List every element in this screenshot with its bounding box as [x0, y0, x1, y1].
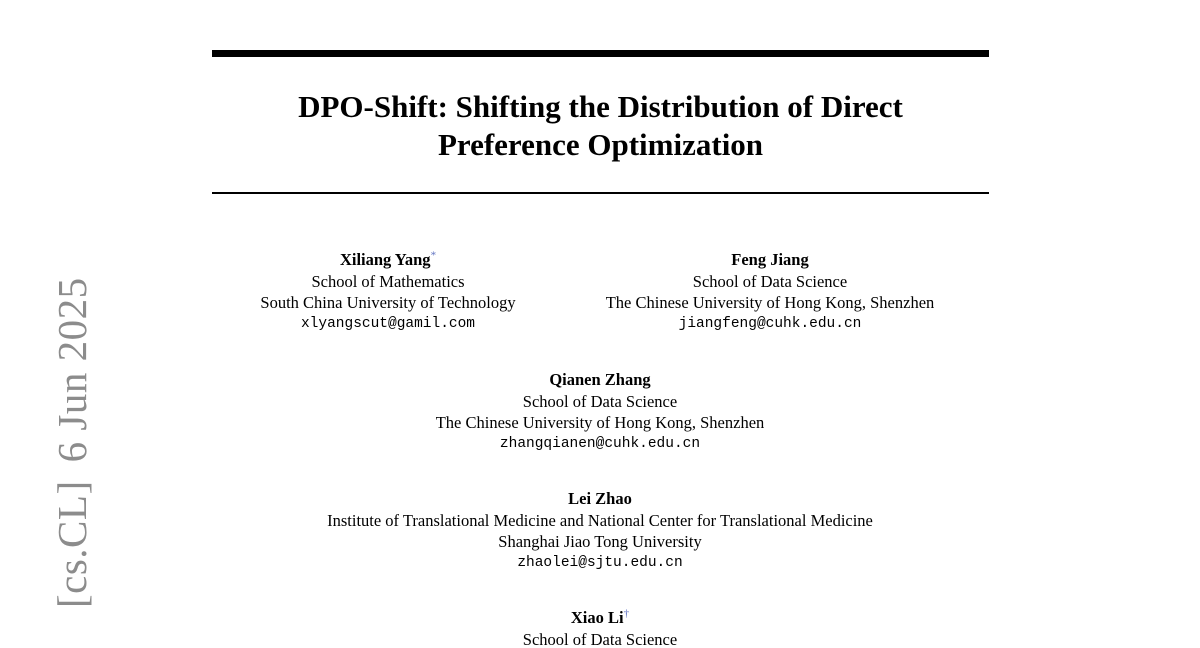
- author-affiliation: The Chinese University of Hong Kong, Shenzhen: [435, 413, 765, 432]
- arxiv-date: 6 Jun 2025: [49, 277, 95, 463]
- author-email: zhaolei@sjtu.edu.cn: [517, 554, 683, 571]
- author-affiliation: School of Data Science: [522, 629, 678, 648]
- author-affiliation: School of Data Science: [692, 271, 848, 291]
- author-block: [400, 607, 800, 648]
- author-block: [232, 249, 544, 335]
- author-affiliation: The Chinese University of Hong Kong, Shenzhen: [605, 293, 935, 312]
- author-email: zhangqianen@cuhk.edu.cn: [499, 435, 701, 452]
- author-block: [250, 488, 950, 574]
- arxiv-category: [cs.CL]: [49, 480, 95, 608]
- title-top-rule: [212, 50, 989, 57]
- author-affiliation: Shanghai Jiao Tong University: [498, 532, 702, 551]
- paper-title: [212, 88, 989, 164]
- author-name: Lei Zhao: [568, 489, 632, 508]
- author-name: Xiao Li†: [570, 607, 630, 627]
- title-bottom-rule: [212, 192, 989, 194]
- author-name: Qianen Zhang: [549, 370, 651, 389]
- author-name: Xiliang Yang*: [339, 249, 437, 269]
- paper-title-line-2: Preference Optimization: [437, 127, 764, 162]
- paper-title-line-1: DPO-Shift: Shifting the Distribution of Direct: [298, 89, 903, 124]
- author-email: xlyangscut@gamil.com: [300, 315, 476, 332]
- arxiv-stamp: [49, 259, 95, 608]
- author-affiliation: School of Mathematics: [311, 271, 465, 291]
- author-email: jiangfeng@cuhk.edu.cn: [678, 315, 862, 332]
- author-block: [340, 369, 860, 455]
- author-affiliation: South China University of Technology: [260, 293, 516, 312]
- author-affiliation: School of Data Science: [522, 391, 678, 411]
- author-footnote-mark: *: [430, 249, 437, 262]
- author-block: [570, 249, 970, 335]
- author-name: Feng Jiang: [731, 250, 809, 269]
- author-footnote-mark: †: [623, 607, 630, 620]
- author-affiliation: Institute of Translational Medicine and National Center for Translational Medicine: [327, 510, 873, 530]
